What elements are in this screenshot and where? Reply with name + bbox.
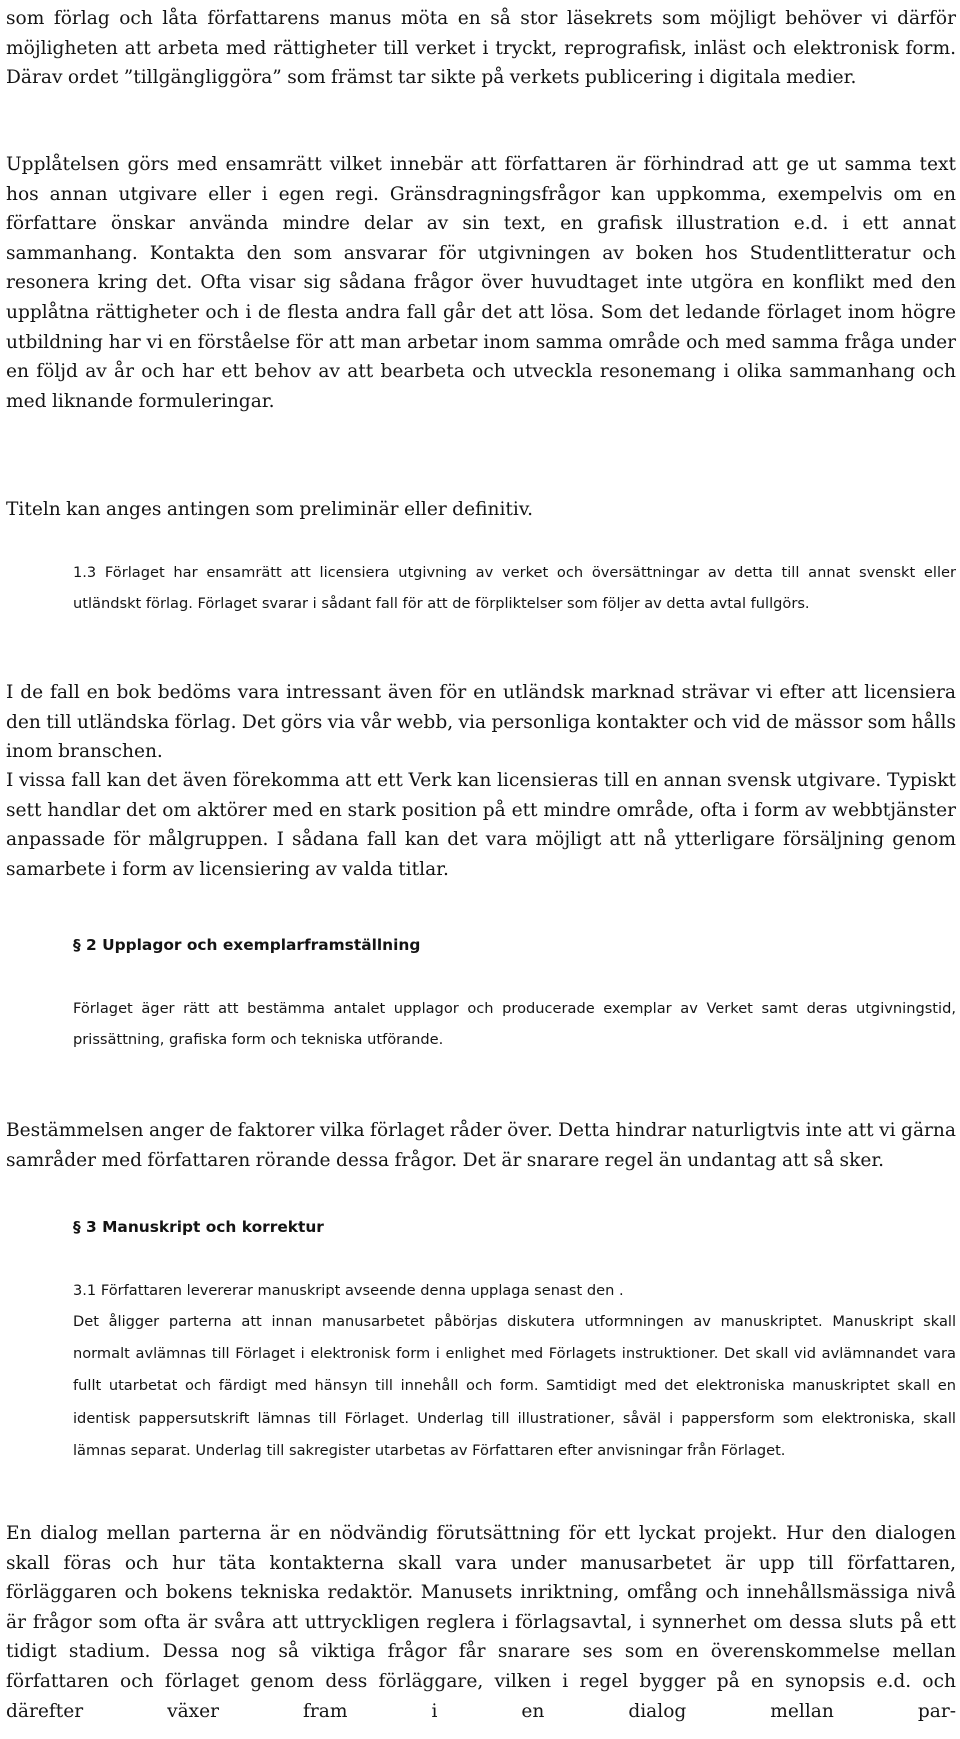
clause-2: Förlaget äger rätt att bestämma antalet upplagor och producerade exemplar av Verket samt deras utgivningstid, prissättning, grafiska form och tekniska utförande. xyxy=(73,1000,956,1048)
clause-3-1-details: Det åligger parterna att innan manusarbetet påbörjas diskutera utformningen av manuskriptet. Manuskript skall normalt avlämnas till Förlaget i elektronisk form i enlighet med Förlagets instruktioner. Det skall vid avlämnandet vara fullt utarbetat och färdigt med hänsyn till innehåll och form. Samtidigt med det elektroniska manuskriptet skall en identisk pappersutskrift lämnas till Förlaget. Underlag till illustrationer, såväl i pappersform som elektroniska, skall lämnas separat. Underlag till sakregister utarbetas av Författaren efter anvisningar från Förlaget. xyxy=(73,1313,956,1459)
paragraph-dialog: En dialog mellan parterna är en nödvändig förutsättning för ett lyckat projekt. Hur den dialogen skall föras och hur täta kontakterna skall vara under manusarbetet är upp till författaren, förläggaren och bokens tekniska redaktör. Manusets inriktning, omfång och innehållsmässiga nivå är frågor som ofta är svåra att uttryckligen reglera i förlagsavtal, i synnerhet om dessa sluts på ett tidigt stadium. Dessa nog så viktiga frågor får snarare ses som en överenskommelse mellan författaren och förlaget genom dess förläggare, vilken i regel bygger på en synopsis e.d. och därefter växer fram i en dialog mellan par- xyxy=(6,1523,956,1722)
clause-1-3: 1.3 Förlaget har ensamrätt att licensiera utgivning av verket och översättningar av detta till annat svenskt eller utländskt förlag. Förlaget svarar i sådant fall för att de förpliktelser som följer av detta avtal fullgörs. xyxy=(73,564,956,612)
paragraph-factors: Bestämmelsen anger de faktorer vilka förlaget råder över. Detta hindrar naturligtvis inte att vi gärna samråder med författaren rörande dessa frågor. Det är snarare regel än undantag att så sker. xyxy=(6,1120,956,1171)
paragraph-swedish-licensing: I vissa fall kan det även förekomma att ett Verk kan licensieras till en annan svensk utgivare. Typiskt sett handlar det om aktörer med en stark position på ett mindre område, ofta i form av webbtjänster anpassade för målgruppen. I sådana fall kan det vara möjligt att nå ytterligare försäljning genom samarbete i form av licensiering av valda titlar. xyxy=(6,770,956,880)
paragraph-title: Titeln kan anges antingen som preliminär eller definitiv. xyxy=(6,499,534,520)
clause-3-1: 3.1 Författaren levererar manuskript avseende denna upplaga senast den . xyxy=(73,1282,624,1299)
section-heading-3: § 3 Manuskript och korrektur xyxy=(73,1218,324,1236)
paragraph-exclusive-rights: Upplåtelsen görs med ensamrätt vilket innebär att författaren är förhindrad att ge ut samma text hos annan utgivare eller i egen regi. Gränsdragningsfrågor kan uppkomma, exempelvis om en författare önskar använda mindre delar av sin text, en grafisk illustration e.d. i ett annat sammanhang. Kontakta den som ansvarar för utgivningen av boken hos Studentlitteratur och resonera kring det. Ofta visar sig sådana frågor över huvudtaget inte utgöra en konflikt med den upplåtna rättigheter och i de flesta andra fall går det att lösa. Som det ledande förlaget inom högre utbildning har vi en förståelse för att man arbetar inom samma område och med samma fråga under en följd av år och har ett behov av att bearbeta och utveckla resonemang i olika sammanhang och med liknande formuleringar. xyxy=(6,154,956,412)
section-heading-2: § 2 Upplagor och exemplarframställning xyxy=(73,936,421,954)
paragraph-publishing-rights: som förlag och låta författarens manus möta en så stor läsekrets som möjligt behöver vi därför möjligheten att arbeta med rättigheter till verket i tryckt, reprografisk, inläst och elektronisk form. Därav ordet ”tillgängliggöra” som främst tar sikte på verkets publicering i digitala medier. xyxy=(6,8,956,89)
paragraph-foreign-licensing: I de fall en bok bedöms vara intressant även för en utländsk marknad strävar vi efter att licensiera den till utländska förlag. Det görs via vår webb, via personliga kontakter och vid de mässor som hålls inom branschen. xyxy=(6,682,956,763)
